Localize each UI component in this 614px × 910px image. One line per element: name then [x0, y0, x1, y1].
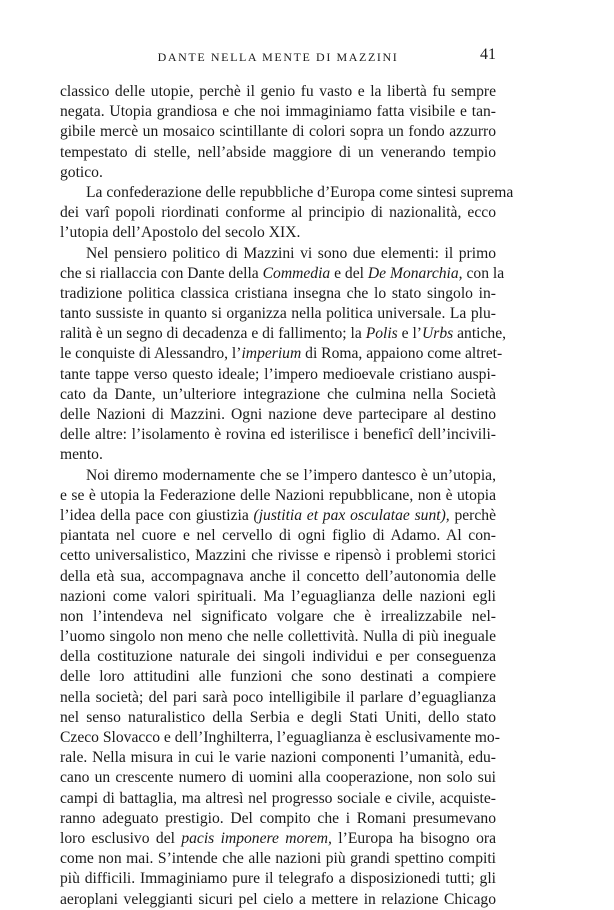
text-line	[60, 466, 496, 486]
text-line	[60, 728, 500, 748]
italic-text: imperium	[241, 345, 302, 363]
text-line	[60, 849, 496, 869]
text-line	[60, 748, 496, 768]
text-line	[60, 365, 496, 385]
text-segment: negata. Utopia grandiosa e che noi immaginiamo fatta visibile e tan-	[60, 103, 496, 121]
text-line	[60, 405, 496, 425]
text-line	[60, 688, 496, 708]
text-segment: perchè	[449, 506, 496, 524]
text-segment: delle altre: l’isolamento è rovina ed isterilisce i beneficî dell’incivili-	[60, 426, 496, 444]
text-segment: gibile mercè un mosaico scintillante di colori sopra un fondo azzurro	[60, 123, 496, 141]
text-segment: l’Europa ha bisogno ora	[331, 829, 496, 847]
text-line	[60, 789, 496, 809]
text-line	[60, 264, 505, 284]
text-segment: nella società; del pari sarà poco intelligibile il parlare d’eguaglianza	[60, 688, 496, 706]
text-line	[60, 122, 496, 142]
text-segment: non l’intendeva nel significato volgare che è irrealizzabile nel-	[60, 607, 496, 625]
text-segment: delle loro attitudini alle funzioni che sono destinati a compiere	[60, 668, 496, 686]
text-line	[60, 587, 496, 607]
text-line	[60, 768, 496, 788]
text-line	[60, 486, 496, 506]
text-line	[60, 829, 496, 849]
text-segment: gotico.	[60, 163, 103, 181]
text-segment: e del	[330, 264, 368, 282]
text-segment: come non mai. S’intende che alle nazioni più grandi spettino compiti	[60, 850, 496, 868]
text-segment: le conquiste di Alessandro, l’	[60, 345, 242, 363]
text-segment: della età sua, accompagnava anche il concetto dell’autonomia delle	[60, 567, 496, 585]
text-segment: l’uomo singolo non meno che nelle collettività. Nulla di più ineguale	[60, 628, 496, 646]
text-segment: piantata nel cuore e nel cervello di ogni figlio di Adamo. Al con-	[60, 527, 496, 545]
text-line	[60, 708, 496, 728]
text-segment: La confederazione delle repubbliche d’Europa come sintesi suprema	[86, 183, 514, 201]
text-line	[60, 506, 496, 526]
text-segment: mento.	[60, 446, 103, 464]
italic-text: Commedia	[262, 264, 331, 282]
text-segment: più difficili. Immaginiamo pure il telegrafo a disposizionedi tutti; gli	[60, 870, 496, 888]
text-segment: antiche,	[453, 325, 507, 343]
text-segment: di Roma, appaiono come altret-	[301, 345, 503, 363]
text-line	[60, 445, 496, 465]
text-line	[60, 324, 507, 344]
text-line	[60, 203, 496, 223]
text-segment: Nel pensiero politico di Mazzini vi sono due elementi: il primo	[86, 244, 496, 262]
text-segment: con la	[462, 264, 505, 282]
text-segment: tempestato di stelle, nell’abside maggiore di un venerando tempio	[60, 143, 496, 161]
text-segment: della costituzione naturale dei singoli individui e per conseguenza	[60, 648, 496, 666]
text-segment: cetto universalistico, Mazzini che rivisse e ripensò i problemi storici	[60, 547, 496, 565]
text-line	[60, 567, 496, 587]
text-line	[60, 82, 496, 102]
italic-text: Polis	[365, 325, 398, 343]
text-line	[60, 667, 496, 687]
text-segment: rale. Nella misura in cui le varie nazioni componenti l’umanità, edu-	[60, 749, 496, 767]
text-segment: nazioni come valori spirituali. Ma l’eguaglianza delle nazioni egli	[60, 587, 496, 605]
text-segment: cano un crescente numero di uomini alla cooperazione, non solo sui	[60, 769, 496, 787]
text-line	[60, 809, 496, 829]
text-segment: l’utopia dell’Apostolo del secolo XIX.	[60, 224, 301, 242]
body-text	[60, 82, 514, 910]
text-segment: dei varî popoli riordinati conforme al principio di nazionalità, ecco	[60, 204, 496, 222]
text-segment: nel senso naturalistico della Serbia e degli Stati Uniti, dello stato	[60, 708, 496, 726]
running-title: DANTE NELLA MENTE DI MAZZINI	[157, 50, 399, 64]
text-segment: campi di battaglia, ma altresì nel progresso sociale e civile, acquiste-	[60, 789, 496, 807]
text-line	[60, 284, 496, 304]
text-line	[60, 183, 514, 203]
text-line	[60, 546, 496, 566]
text-segment: ralità è un segno di decadenza e di fallimento; la	[60, 325, 366, 343]
text-segment: tanto sussiste in quanto si organizza nella politica universale. La plu-	[60, 305, 496, 323]
text-segment: tradizione politica classica cristiana insegna che lo stato singolo in-	[60, 284, 496, 302]
text-segment: e l’	[397, 325, 422, 343]
text-segment: aeroplani veleggianti sicuri pel cielo a mettere in relazione Chicago	[60, 890, 496, 908]
italic-text: De Monarchia,	[367, 264, 463, 282]
text-line	[60, 627, 496, 647]
text-line	[60, 385, 496, 405]
italic-text: (justitia et pax osculatae sunt),	[253, 506, 450, 524]
page-number: 41	[480, 46, 496, 63]
text-line	[60, 244, 496, 264]
text-line	[60, 143, 496, 163]
text-line	[60, 344, 503, 364]
text-line	[60, 102, 496, 122]
text-segment: loro esclusivo del	[60, 829, 182, 847]
text-line	[60, 869, 496, 889]
text-segment: cato da Dante, un’ulteriore integrazione che culmina nella Società	[60, 385, 496, 403]
text-line	[60, 163, 496, 183]
text-segment: che si riallaccia con Dante della	[60, 264, 263, 282]
italic-text: Urbs	[422, 325, 454, 343]
text-segment: Noi diremo modernamente che se l’impero dantesco è un’utopia,	[86, 466, 496, 484]
text-line	[60, 647, 496, 667]
text-line	[60, 607, 496, 627]
text-segment: tante tappe verso questo ideale; l’impero medioevale cristiano auspi-	[60, 365, 496, 383]
italic-text: pacis imponere morem,	[181, 829, 332, 847]
text-segment: ranno adeguato prestigio. Del compito che i Romani presumevano	[60, 809, 496, 827]
text-segment: e se è utopia la Federazione delle Nazioni repubblicane, non è utopia	[60, 486, 496, 504]
text-segment: l’idea della pace con giustizia	[60, 506, 254, 524]
text-segment: Czeco Slovacco e dell’Inghilterra, l’eguaglianza è esclusivamente mo-	[60, 729, 500, 746]
text-line	[60, 526, 496, 546]
page-header	[60, 46, 496, 68]
text-line	[60, 425, 496, 445]
text-line	[60, 223, 496, 243]
text-segment: delle Nazioni di Mazzini. Ogni nazione deve partecipare al destino	[60, 406, 496, 423]
text-segment: classico delle utopie, perchè il genio fu vasto e la libertà fu sempre	[60, 83, 496, 100]
text-line	[60, 304, 496, 324]
